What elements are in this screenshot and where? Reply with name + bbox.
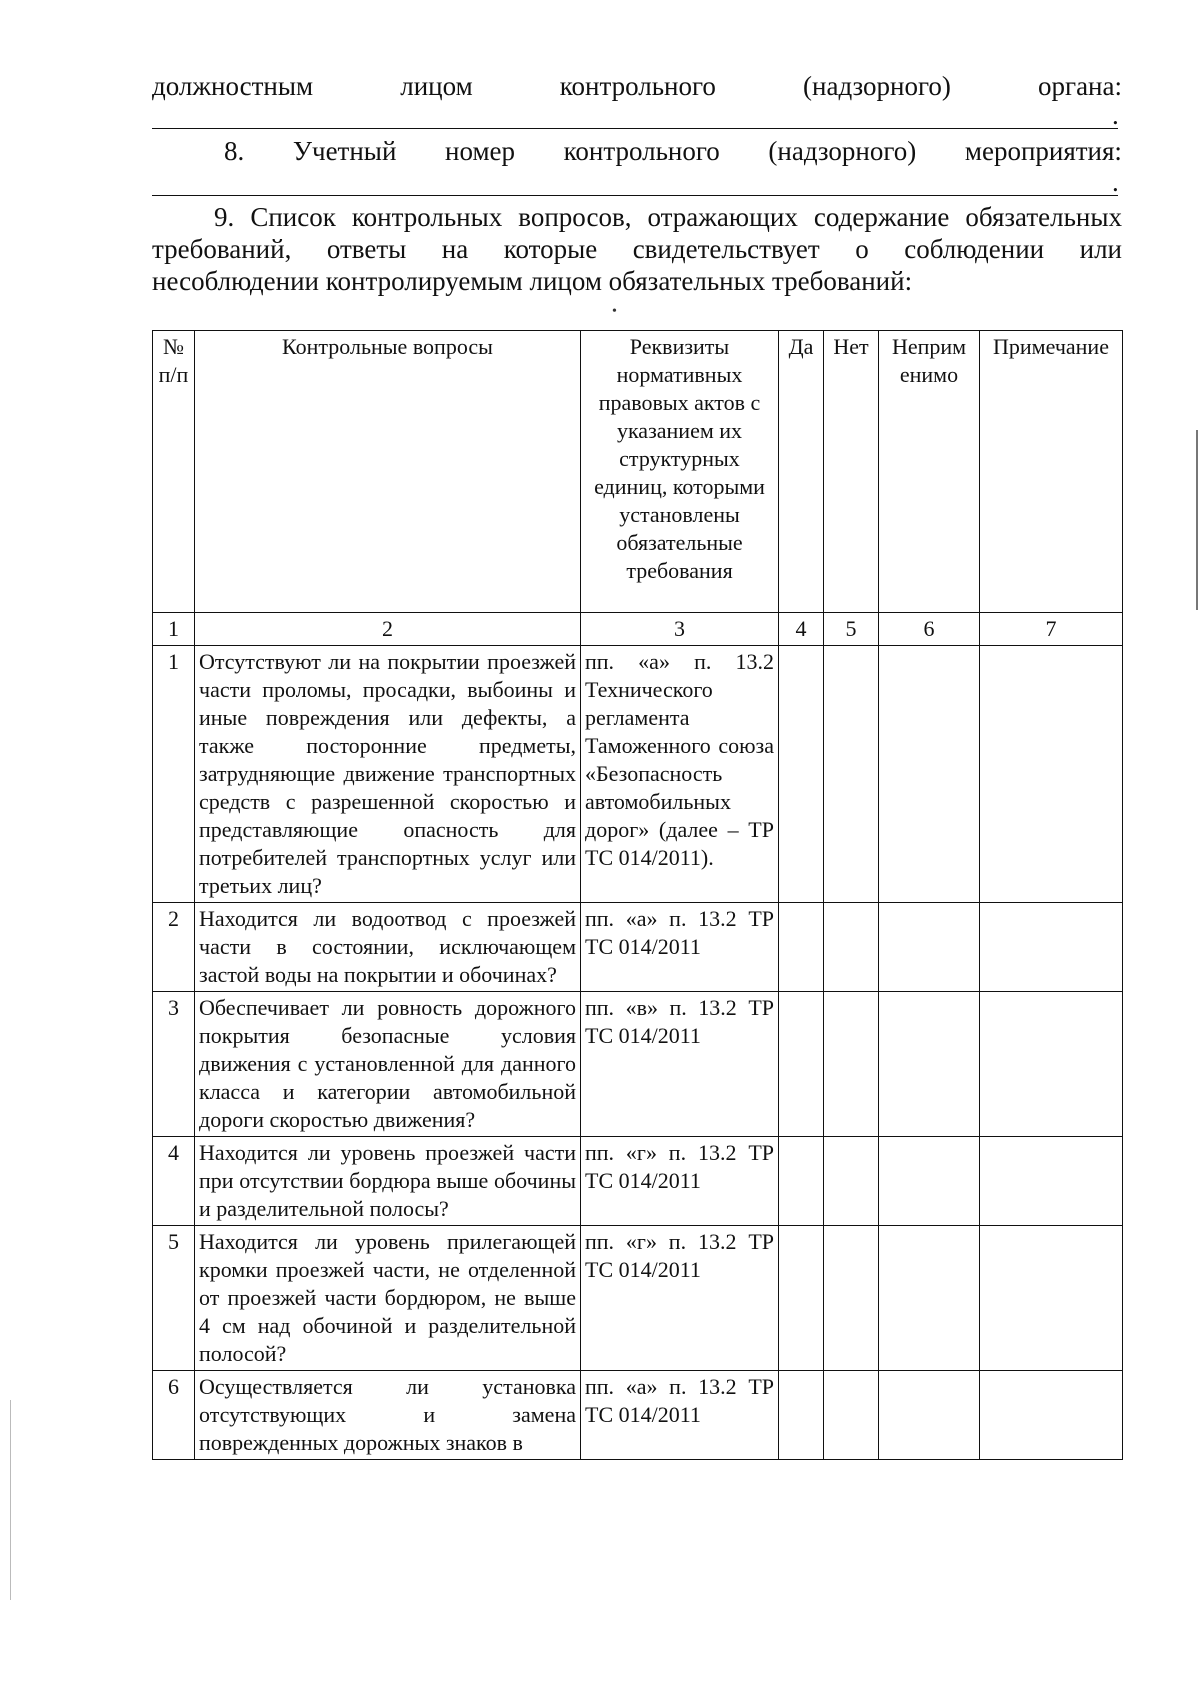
header-note: Примечание <box>980 331 1123 613</box>
note-cell[interactable] <box>980 1371 1123 1460</box>
control-question: Находится ли уровень прилегающей кромки проезжей части, не отделенной от проезжей части бордюром, не выше 4 см над обочиной и разделительной полосой? <box>195 1226 581 1371</box>
note-cell[interactable] <box>980 992 1123 1137</box>
header-not-applicable: Неприм енимо <box>879 331 980 613</box>
word: (надзорного) <box>768 136 917 166</box>
row-number: 6 <box>153 1371 195 1460</box>
header-requisites: Реквизиты нормативных правовых актов с указанием их структурных единиц, которыми установлены обязательные требования <box>581 331 779 613</box>
not-applicable-cell[interactable] <box>879 646 980 903</box>
yes-cell[interactable] <box>779 1137 824 1226</box>
item-number: 8. <box>224 136 245 166</box>
not-applicable-cell[interactable] <box>879 1137 980 1226</box>
item-9-line-3: несоблюдении контролируемым лицом обязательных требований: <box>152 266 913 296</box>
control-question: Находится ли уровень проезжей части при отсутствии бордюра выше обочины и разделительной полосы? <box>195 1137 581 1226</box>
item-9-line-1: 9. Список контрольных вопросов, отражающих содержание обязательных <box>214 202 1122 232</box>
yes-cell[interactable] <box>779 992 824 1137</box>
scan-speck: • <box>612 304 617 319</box>
column-number: 6 <box>879 613 980 646</box>
legal-requisite: пп. «а» п. 13.2 ТР ТС 014/2011 <box>581 1371 779 1460</box>
item-8-line <box>224 135 1122 167</box>
control-question: Отсутствуют ли на покрытии проезжей части проломы, просадки, выбоины и иные повреждения или дефекты, а также посторонние предметы, затрудняющие движение транспортных средств с разрешенной скоростью и представляющие опасность для потребителей транспортных услуг или третьих лиц? <box>195 646 581 903</box>
period: . <box>1112 100 1119 130</box>
table-row <box>153 646 1123 903</box>
no-cell[interactable] <box>824 992 879 1137</box>
control-question: Обеспечивает ли ровность дорожного покрытия безопасные условия движения с установленной для данного класса и категории автомобильной дороги скоростью движения? <box>195 992 581 1137</box>
word: мероприятия: <box>964 136 1122 166</box>
header-no: Нет <box>824 331 879 613</box>
legal-requisite: пп. «г» п. 13.2 ТР ТС 014/2011 <box>581 1226 779 1371</box>
scan-edge-mark <box>1196 430 1198 610</box>
row-number: 3 <box>153 992 195 1137</box>
word: (надзорного) <box>803 71 951 101</box>
no-cell[interactable] <box>824 1371 879 1460</box>
legal-requisite: пп. «а» п. 13.2 Технического регламента Таможенного союза «Безопасность автомобильных дорог» (далее – ТР ТС 014/2011). <box>581 646 779 903</box>
fill-line-1 <box>152 128 1118 129</box>
column-number: 4 <box>779 613 824 646</box>
legal-requisite: пп. «в» п. 13.2 ТР ТС 014/2011 <box>581 992 779 1137</box>
yes-cell[interactable] <box>779 1371 824 1460</box>
row-number: 2 <box>153 903 195 992</box>
row-number: 4 <box>153 1137 195 1226</box>
not-applicable-cell[interactable] <box>879 1371 980 1460</box>
not-applicable-cell[interactable] <box>879 992 980 1137</box>
period: . <box>1112 167 1119 197</box>
not-applicable-cell[interactable] <box>879 1226 980 1371</box>
column-number-row <box>153 613 1123 646</box>
row-number: 5 <box>153 1226 195 1371</box>
column-number: 3 <box>581 613 779 646</box>
column-number: 7 <box>980 613 1123 646</box>
word: контрольного <box>563 136 720 166</box>
column-number: 2 <box>195 613 581 646</box>
yes-cell[interactable] <box>779 646 824 903</box>
word: должностным <box>152 71 314 101</box>
word: органа: <box>1038 71 1122 101</box>
column-number: 1 <box>153 613 195 646</box>
no-cell[interactable] <box>824 1137 879 1226</box>
control-question: Осуществляется ли установка отсутствующих и замена поврежденных дорожных знаков в <box>195 1371 581 1460</box>
column-number: 5 <box>824 613 879 646</box>
header-questions: Контрольные вопросы <box>195 331 581 613</box>
control-question: Находится ли водоотвод с проезжей части в состоянии, исключающем застой воды на покрытии и обочинах? <box>195 903 581 992</box>
row-number: 1 <box>153 646 195 903</box>
table-row <box>153 1226 1123 1371</box>
table-row <box>153 1137 1123 1226</box>
legal-requisite: пп. «г» п. 13.2 ТР ТС 014/2011 <box>581 1137 779 1226</box>
table-row <box>153 1371 1123 1460</box>
legal-requisite: пп. «а» п. 13.2 ТР ТС 014/2011 <box>581 903 779 992</box>
note-cell[interactable] <box>980 646 1123 903</box>
word: лицом <box>400 71 473 101</box>
table-row <box>153 992 1123 1137</box>
header-yes: Да <box>779 331 824 613</box>
note-cell[interactable] <box>980 903 1123 992</box>
yes-cell[interactable] <box>779 1226 824 1371</box>
item-9-line-2: требований, ответы на которые свидетельствует о соблюдении или <box>152 234 1122 264</box>
not-applicable-cell[interactable] <box>879 903 980 992</box>
header-num: № п/п <box>153 331 195 613</box>
checklist-table <box>152 330 1123 1460</box>
note-cell[interactable] <box>980 1226 1123 1371</box>
table-row <box>153 903 1123 992</box>
no-cell[interactable] <box>824 903 879 992</box>
no-cell[interactable] <box>824 1226 879 1371</box>
no-cell[interactable] <box>824 646 879 903</box>
table-header-row <box>153 331 1123 613</box>
header-line-1 <box>152 70 1122 102</box>
yes-cell[interactable] <box>779 903 824 992</box>
word: контрольного <box>559 71 716 101</box>
fill-line-2 <box>152 195 1118 196</box>
word: Учетный <box>292 136 397 166</box>
word: номер <box>445 136 516 166</box>
note-cell[interactable] <box>980 1137 1123 1226</box>
scan-edge-mark <box>10 1400 11 1600</box>
